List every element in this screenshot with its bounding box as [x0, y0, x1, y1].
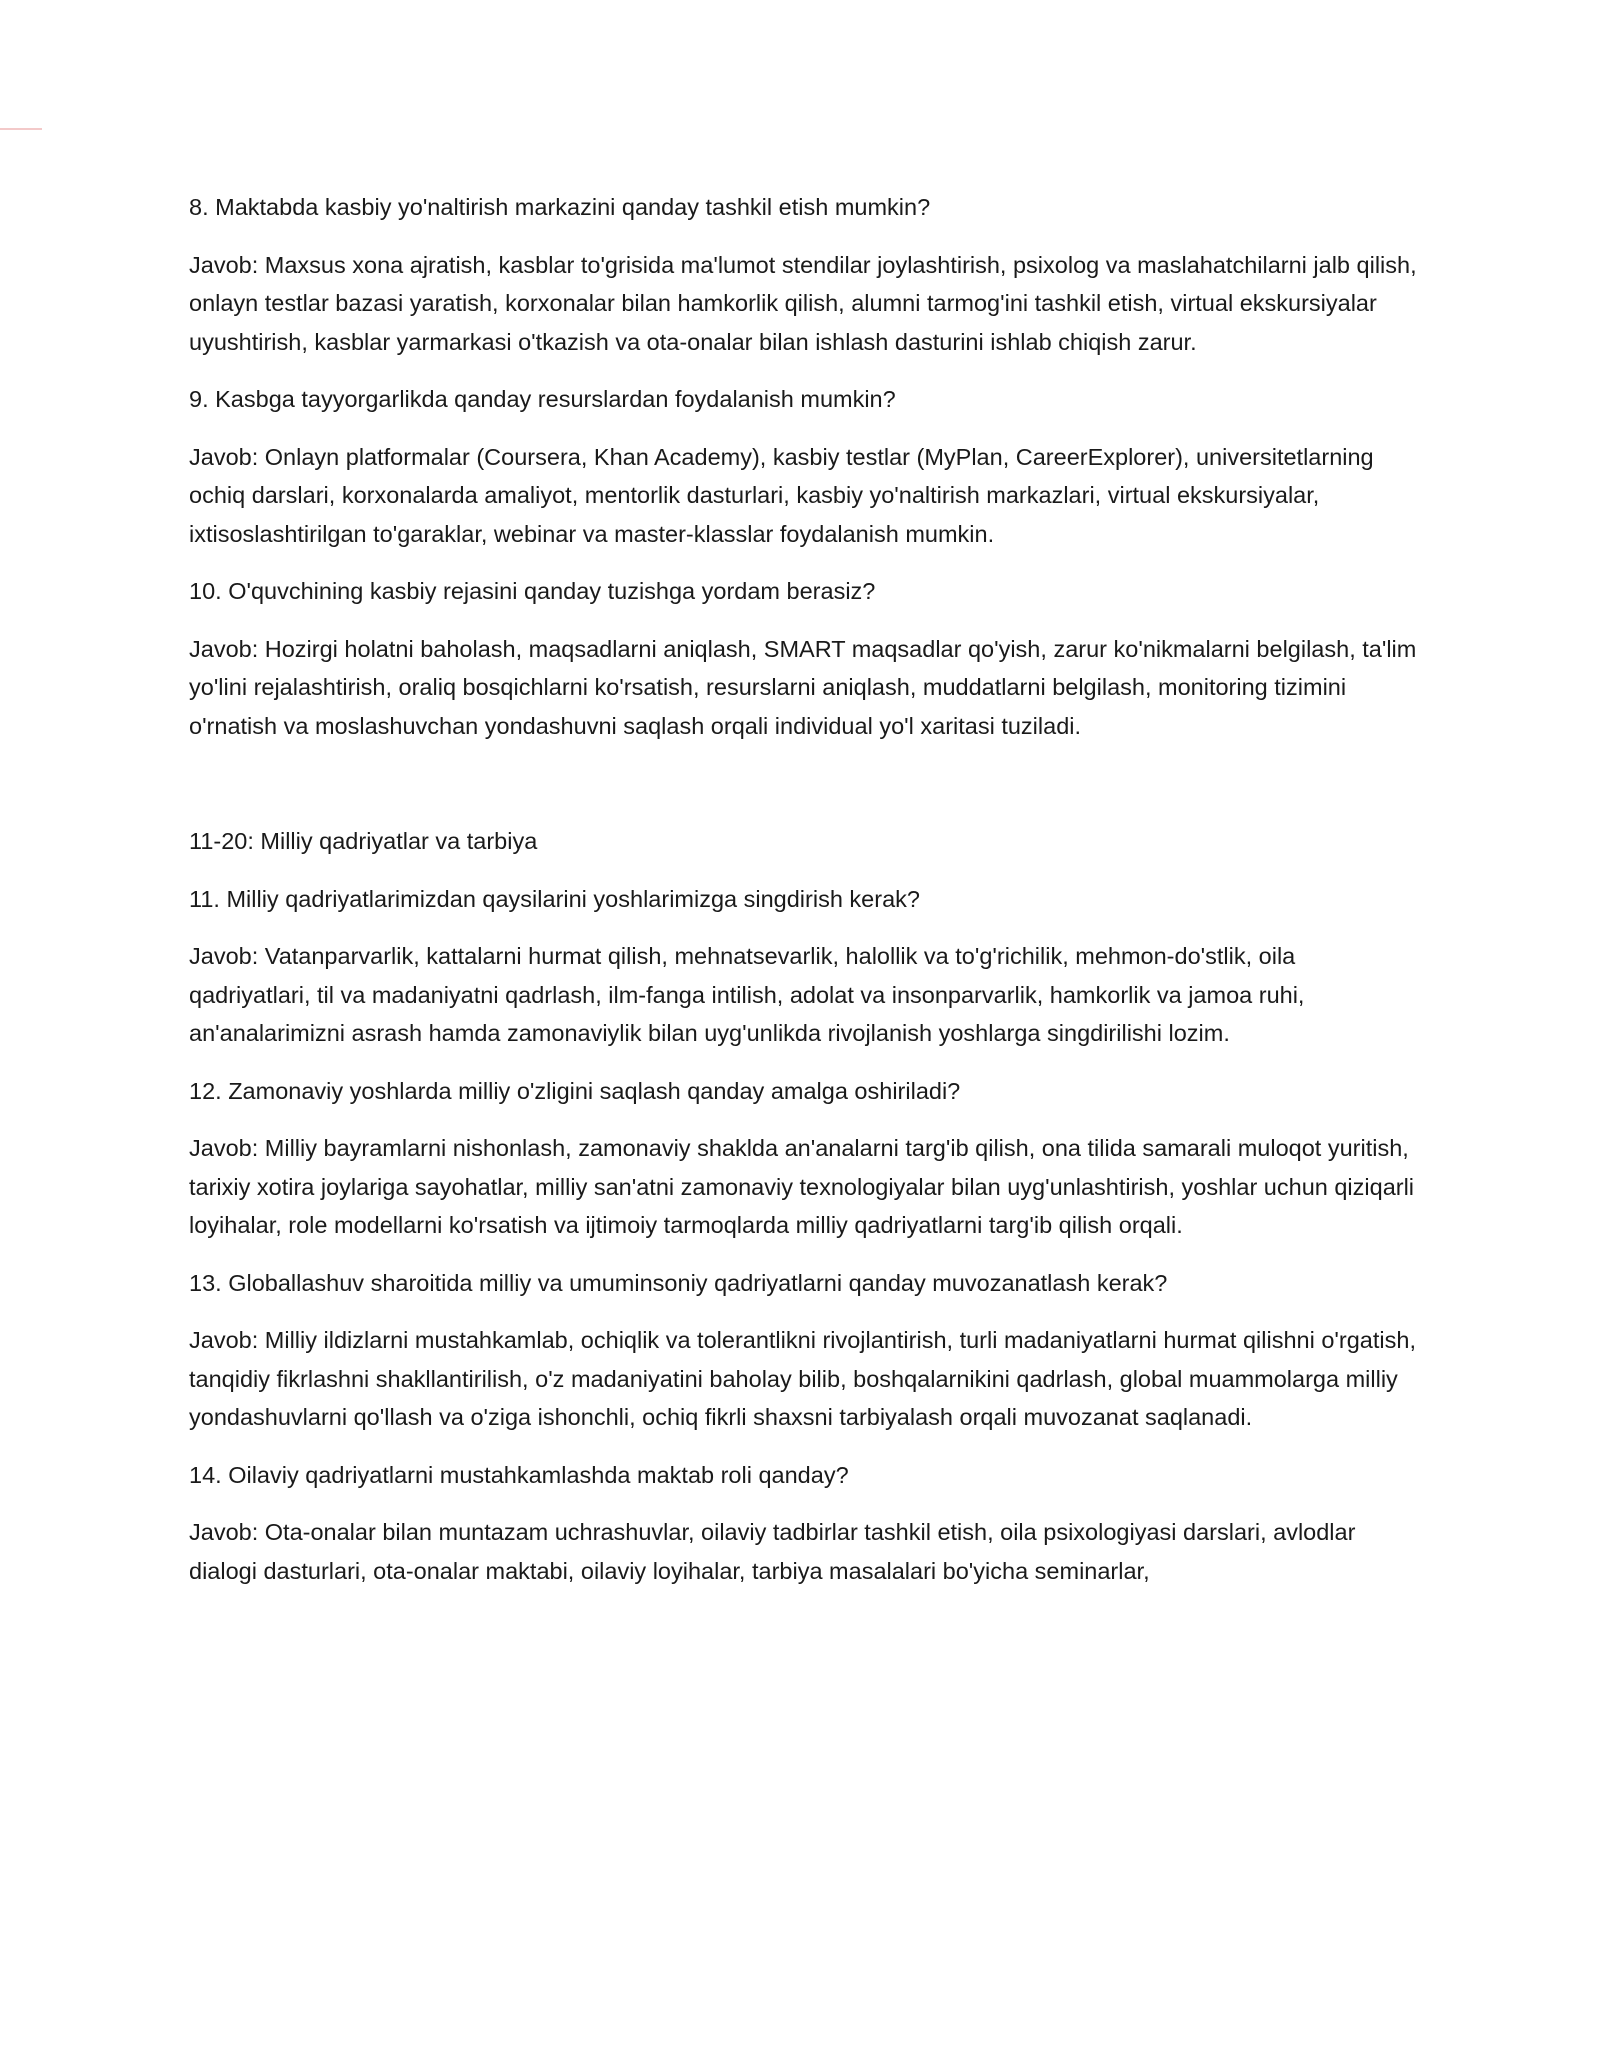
section-heading: 11-20: Milliy qadriyatlar va tarbiya: [189, 828, 538, 854]
question-13: 13. Globallashuv sharoitida milliy va umuminsoniy qadriyatlarni qanday muvozanatlash kerak?: [189, 1269, 1168, 1296]
answer-13: Javob: Milliy ildizlarni mustahkamlab, ochiqlik va tolerantlikni rivojlantirish, turli madaniyatlarni hurmat qilishni o'rgatish, tanqidiy fikrlashni shakllantirilish, o'z madaniyatini baholay bilib, boshqalarnikini qadrlash, global muammolarga milliy yondashuvlarni qo'llash va o'ziga ishonchli, ochiq fikrli shaxsni tarbiyalash orqali muvozanat saqlanadi.: [189, 1327, 1416, 1430]
answer-8: Javob: Maxsus xona ajratish, kasblar to'grisida ma'lumot stendilar joylashtirish, psixolog va maslahatchilarni jalb qilish, onlayn testlar bazasi yaratish, korxonalar bilan hamkorlik qilish, alumni tarmog'ini tashkil etish, virtual ekskursiyalar uyushtirish, kasblar yarmarkasi o'tkazish va ota-onalar bilan ishlash dasturini ishlab chiqish zarur.: [189, 251, 1417, 355]
question-12: 12. Zamonaviy yoshlarda milliy o'zligini saqlash qanday amalga oshiriladi?: [189, 1077, 961, 1104]
answer-9: Javob: Onlayn platformalar (Coursera, Khan Academy), kasbiy testlar (MyPlan, CareerExplorer), universitetlarning ochiq darslari, korxonalarda amaliyot, mentorlik dasturlari, kasbiy yo'naltirish markazlari, virtual ekskursiyalar, ixtisoslashtirilgan to'garaklar, webinar va master-klasslar foydalanish mumkin.: [189, 443, 1374, 547]
answer-11: Javob: Vatanparvarlik, kattalarni hurmat qilish, mehnatsevarlik, halollik va to'g'richilik, mehmon-do'stlik, oila qadriyatlari, til va madaniyatni qadrlash, ilm-fanga intilish, adolat va insonparvarlik, hamkorlik va jamoa ruhi, an'analarimizni asrash hamda zamonaviylik bilan uyg'unlikda rivojlanish yoshlarga singdirilishi lozim.: [189, 943, 1305, 1046]
answer-10: Javob: Hozirgi holatni baholash, maqsadlarni aniqlash, SMART maqsadlar qo'yish, zarur ko'nikmalarni belgilash, ta'lim yo'lini rejalashtirish, oraliq bosqichlarni ko'rsatish, resurslarni aniqlash, muddatlarni belgilash, monitoring tizimini o'rnatish va moslashuvchan yondashuvni saqlash orqali individual yo'l xaritasi tuziladi.: [189, 635, 1417, 739]
question-11: 11. Milliy qadriyatlarimizdan qaysilarini yoshlarimizga singdirish kerak?: [189, 885, 920, 912]
document-body: [189, 188, 1421, 1609]
question-10: 10. O'quvchining kasbiy rejasini qanday tuzishga yordam berasiz?: [189, 578, 876, 604]
answer-12: Javob: Milliy bayramlarni nishonlash, zamonaviy shaklda an'analarni targ'ib qilish, ona tilida samarali muloqot yuritish, tarixiy xotira joylariga sayohatlar, milliy san'atni zamonaviy texnologiyalar bilan uyg'unlashtirish, yoshlar uchun qiziqarli loyihalar, role modellarni ko'rsatish va ijtimoiy tarmoqlarda milliy qadriyatlarni targ'ib qilish orqali.: [189, 1135, 1415, 1238]
question-14: 14. Oilaviy qadriyatlarni mustahkamlashda maktab roli qanday?: [189, 1461, 849, 1488]
question-9: 9. Kasbga tayyorgarlikda qanday resurslardan foydalanish mumkin?: [189, 386, 896, 412]
answer-14: Javob: Ota-onalar bilan muntazam uchrashuvlar, oilaviy tadbirlar tashkil etish, oila psixologiyasi darslari, avlodlar dialogi dasturlari, ota-onalar maktabi, oilaviy loyihalar, tarbiya masalalari bo'yicha seminarlar,: [189, 1519, 1356, 1584]
page-corner-mark: [0, 128, 42, 130]
question-8: 8. Maktabda kasbiy yo'naltirish markazini qanday tashkil etish mumkin?: [189, 194, 931, 220]
